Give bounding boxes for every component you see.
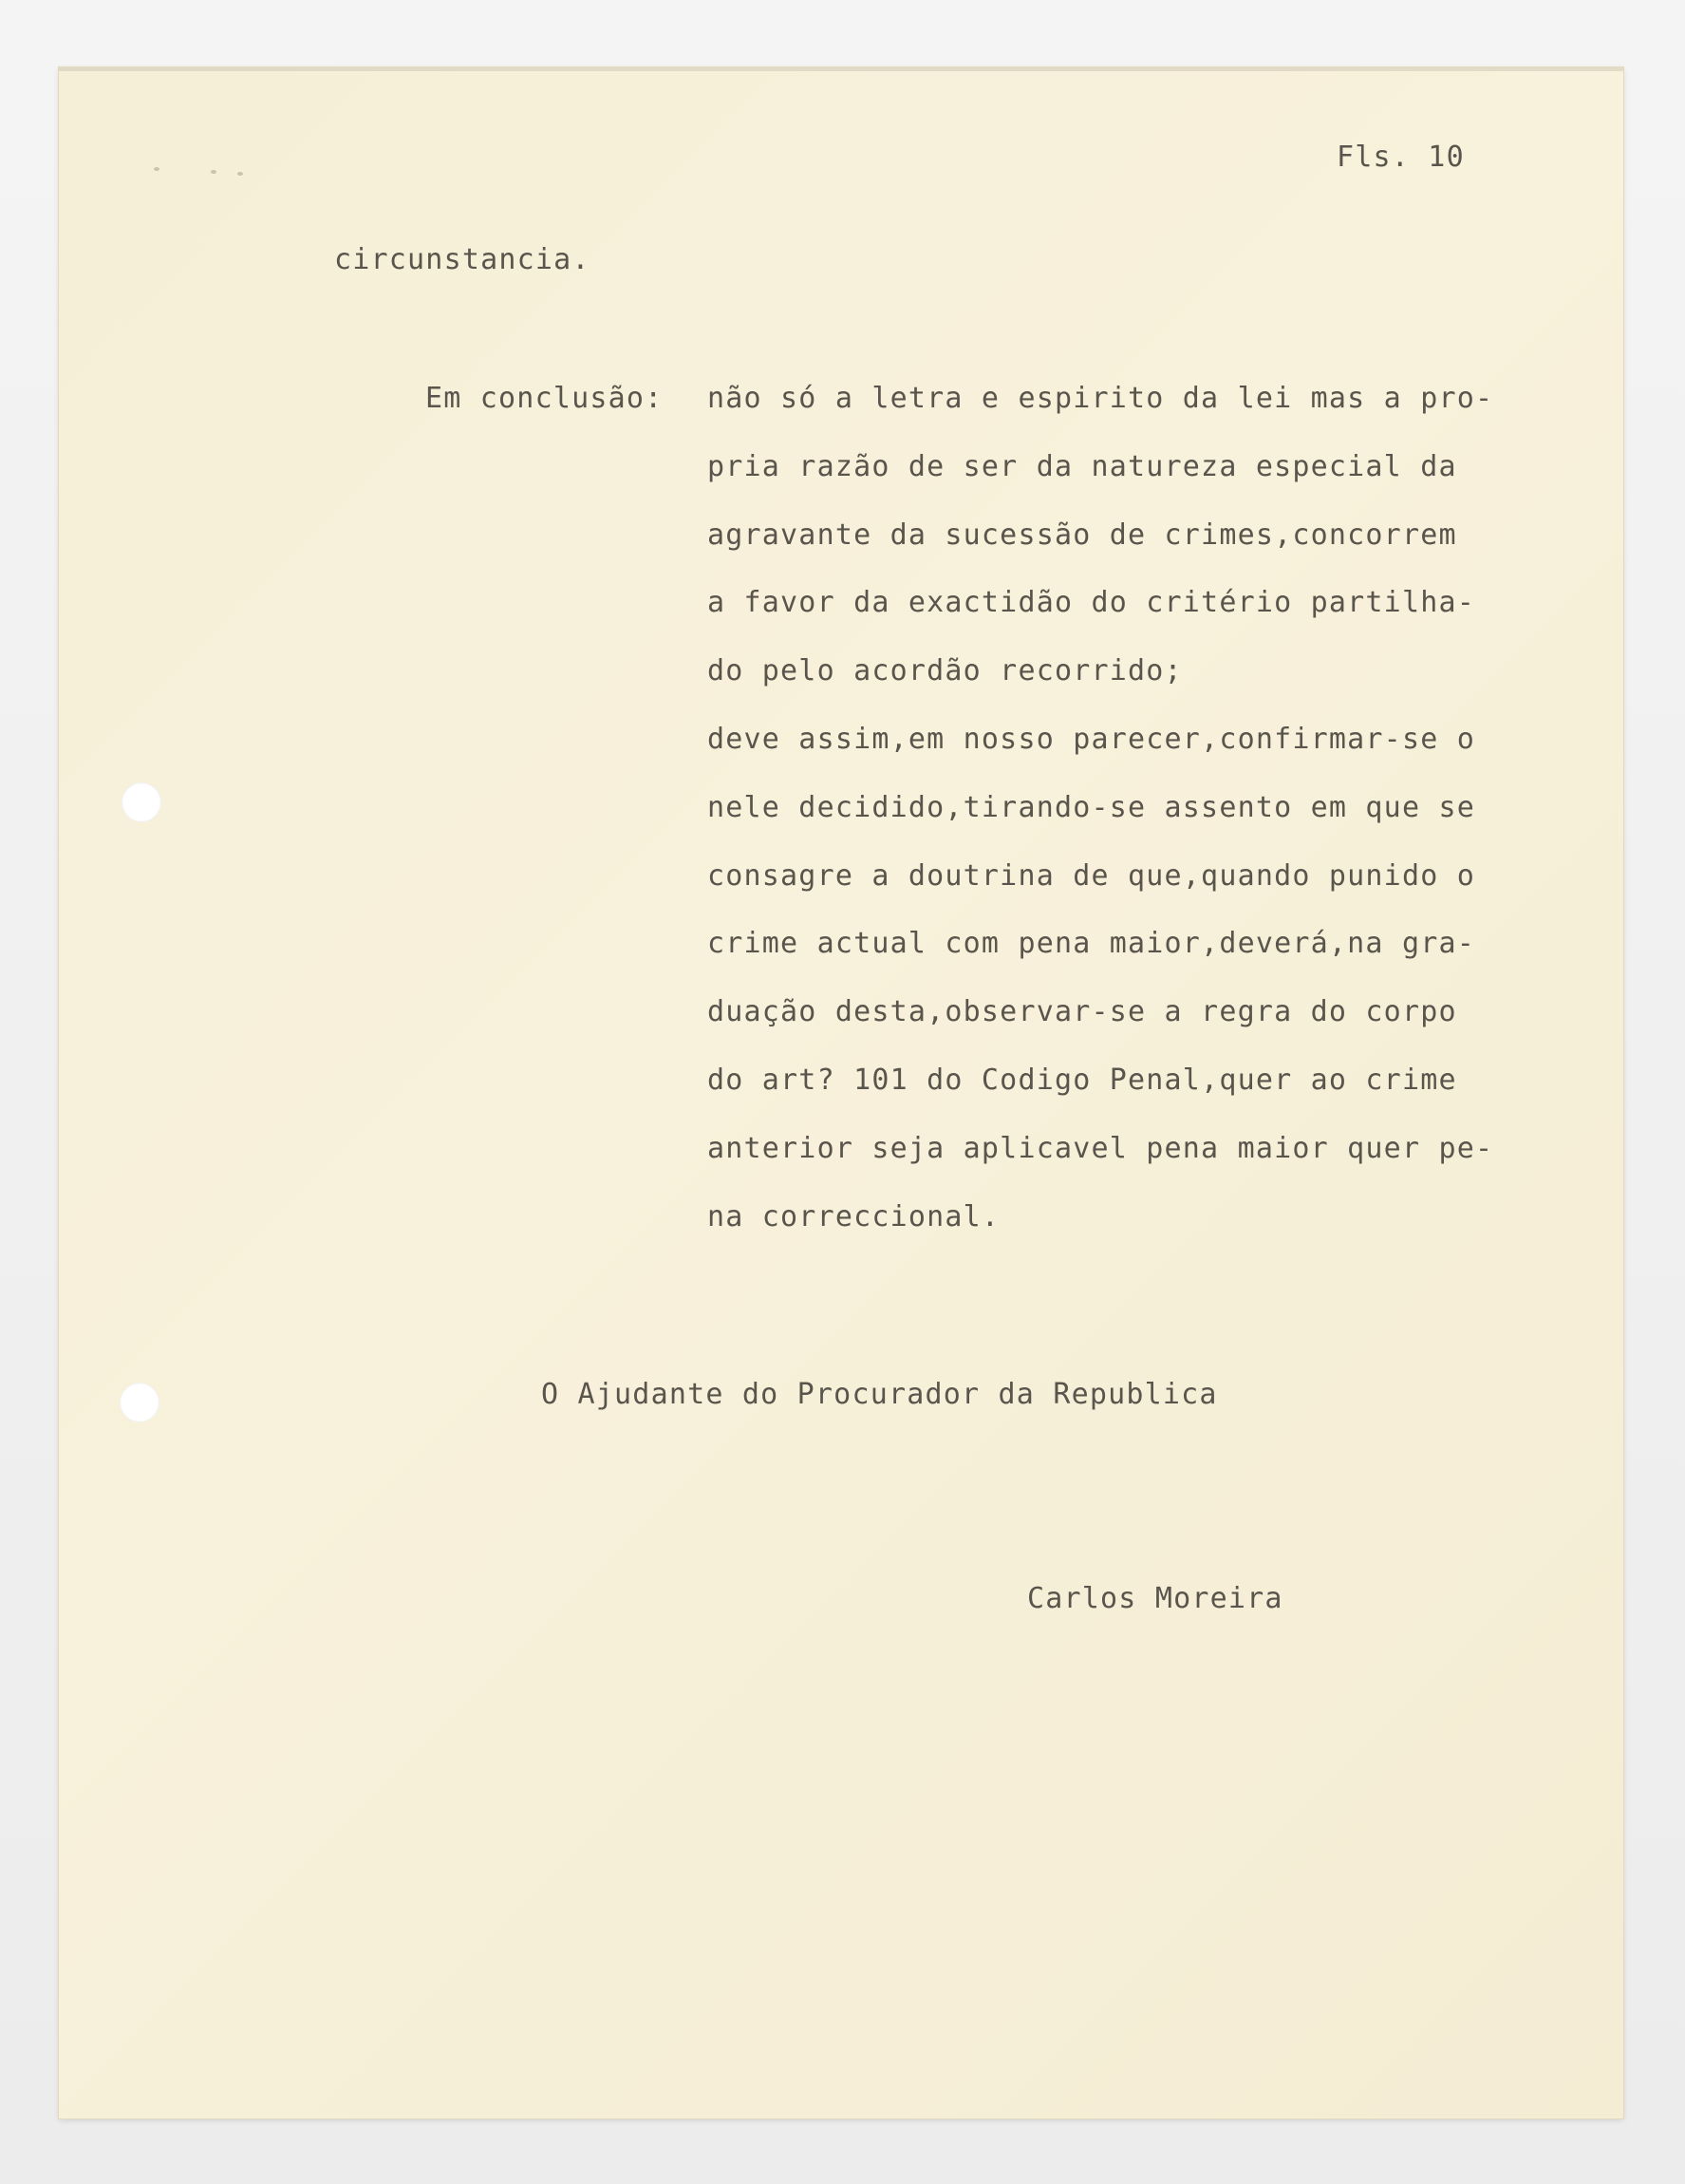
body-line: consagre a doutrina de que,quando punido o	[707, 858, 1475, 893]
paper-speck	[154, 167, 159, 171]
signer-title: O Ajudante do Procurador da Republica	[541, 1378, 1218, 1411]
body-line: duação desta,observar-se a regra do corpo	[707, 995, 1457, 1029]
paper-speck	[237, 172, 243, 176]
body-line: crime actual com pena maior,deverá,na gra-	[707, 927, 1475, 961]
document-page	[59, 67, 1623, 2118]
conclusion-label: Em conclusão:	[425, 382, 664, 415]
page-top-edge	[59, 67, 1623, 71]
punch-hole-upper	[122, 782, 161, 822]
body-line: do pelo acordão recorrido;	[707, 654, 1183, 688]
body-line: deve assim,em nosso parecer,confirmar-se o	[707, 722, 1475, 756]
body-line: do art? 101 do Codigo Penal,quer ao crime	[707, 1063, 1457, 1097]
continued-text: circunstancia.	[334, 243, 590, 276]
body-line: nele decidido,tirando-se assento em que se	[707, 790, 1475, 824]
punch-hole-lower	[120, 1383, 159, 1422]
body-line: na correccional.	[707, 1199, 1001, 1233]
body-line: não só a letra e espirito da lei mas a pro-	[707, 382, 1494, 415]
body-line: pria razão de ser da natureza especial da	[707, 449, 1457, 483]
body-line: a favor da exactidão do critério partilha-	[707, 586, 1475, 620]
body-line: agravante da sucessão de crimes,concorrem	[707, 518, 1457, 552]
conclusion-body	[707, 382, 1494, 1271]
signer-name: Carlos Moreira	[1027, 1582, 1283, 1615]
paper-speck	[211, 170, 216, 174]
folio-number: Fls. 10	[1337, 141, 1465, 174]
body-line: anterior seja aplicavel pena maior quer pe-	[707, 1131, 1494, 1165]
